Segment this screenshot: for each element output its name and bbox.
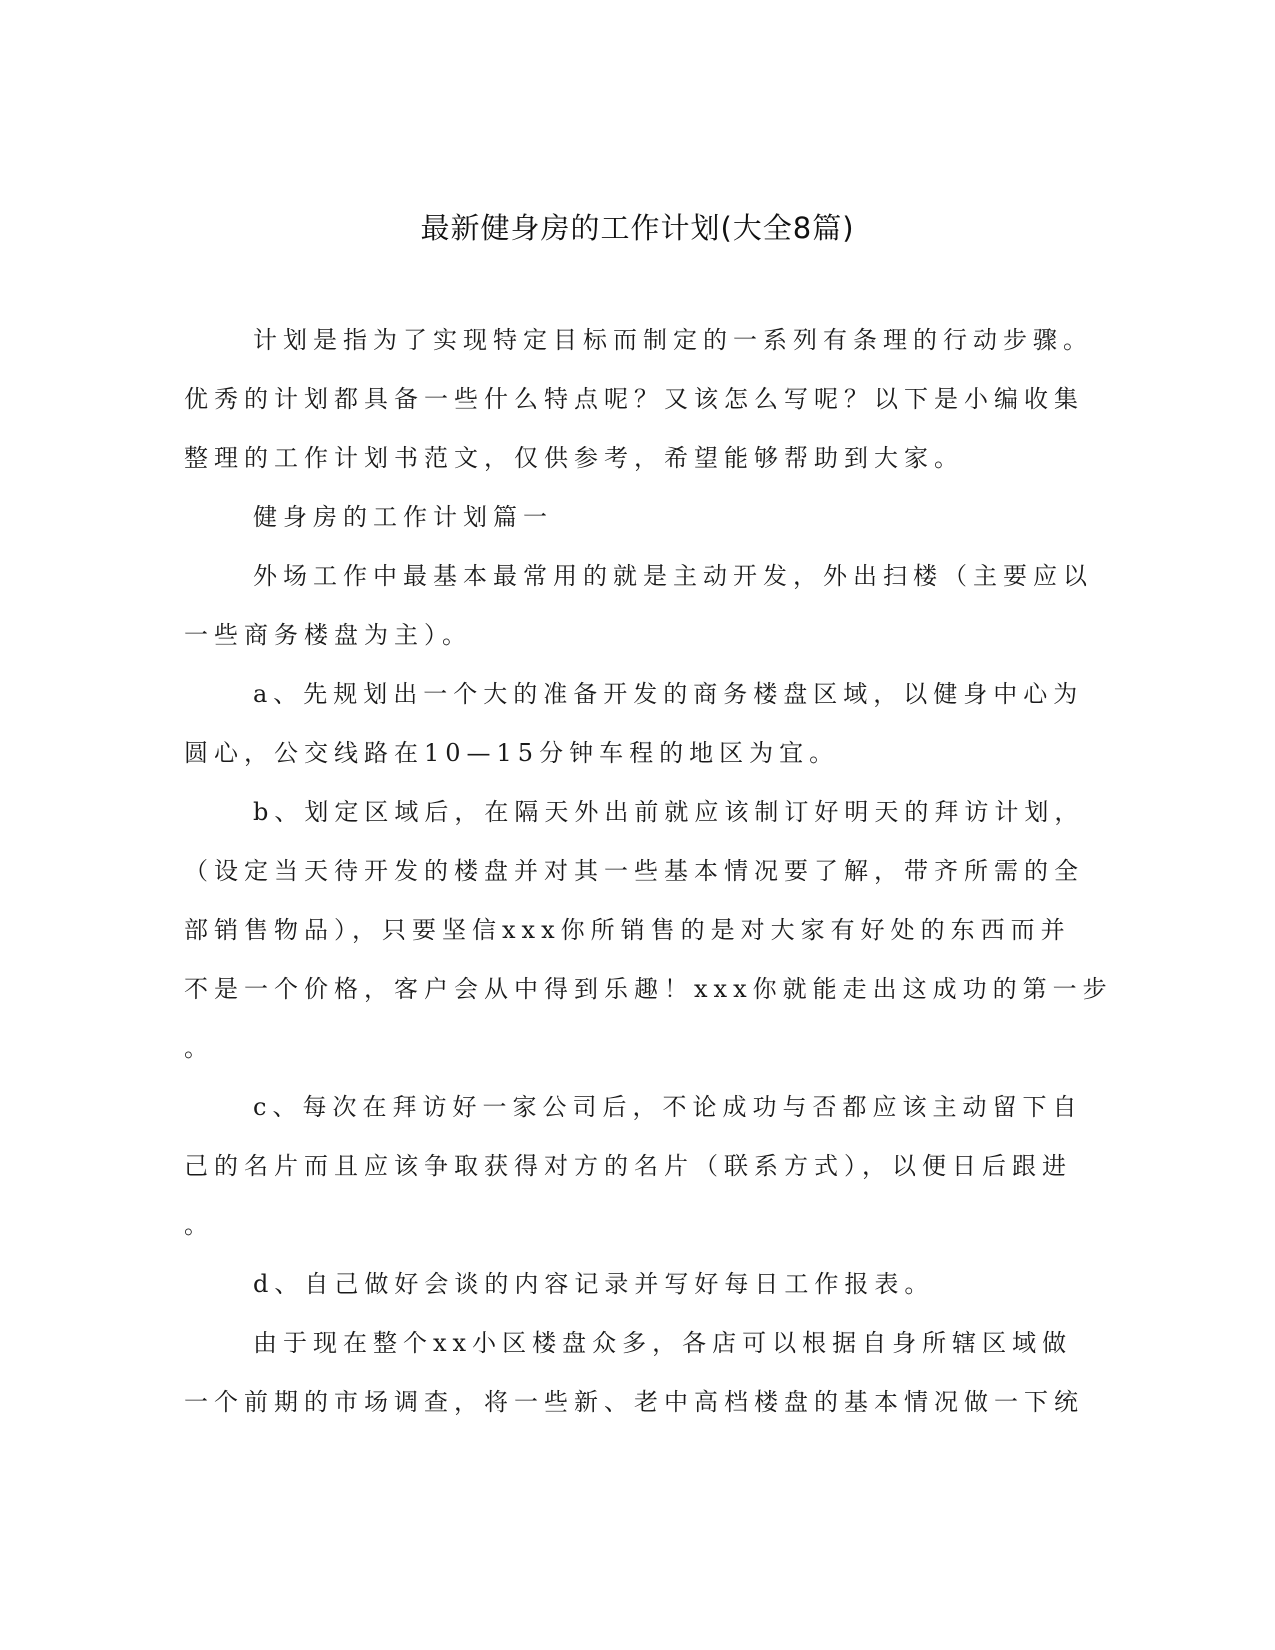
paragraph-line: 整理的工作计划书范文，仅供参考，希望能够帮助到大家。	[184, 444, 964, 472]
list-item-b-line: 部销售物品），只要坚信xxx你所销售的是对大家有好处的东西而并	[184, 916, 1071, 944]
list-item-b-line: b、划定区域后，在隔天外出前就应该制订好明天的拜访计划，	[253, 798, 1085, 826]
paragraph-line: 一个前期的市场调查，将一些新、老中高档楼盘的基本情况做一下统	[184, 1388, 1084, 1416]
section-heading: 健身房的工作计划篇一	[253, 503, 553, 531]
list-item-c-line: 。	[184, 1211, 214, 1239]
list-item-b-line: 。	[184, 1034, 214, 1062]
paragraph-line: 由于现在整个xx小区楼盘众多，各店可以根据自身所辖区域做	[253, 1329, 1073, 1357]
list-item-a-line: 圆心，公交线路在10—15分钟车程的地区为宜。	[184, 739, 840, 767]
paragraph-line: 计划是指为了实现特定目标而制定的一系列有条理的行动步骤。	[253, 326, 1093, 354]
list-item-c-line: 己的名片而且应该争取获得对方的名片（联系方式），以便日后跟进	[184, 1152, 1072, 1180]
list-item-c-line: c、每次在拜访好一家公司后，不论成功与否都应该主动留下自	[253, 1093, 1083, 1121]
list-item-b-line: 不是一个价格，客户会从中得到乐趣！xxx你就能走出这成功的第一步	[184, 975, 1113, 1003]
paragraph-line: 一些商务楼盘为主）。	[184, 621, 472, 649]
paragraph-line: 优秀的计划都具备一些什么特点呢？又该怎么写呢？以下是小编收集	[184, 385, 1084, 413]
list-item-b-line: （设定当天待开发的楼盘并对其一些基本情况要了解，带齐所需的全	[184, 857, 1084, 885]
document-body	[184, 322, 1113, 1443]
list-item-a-line: a、先规划出一个大的准备开发的商务楼盘区域，以健身中心为	[253, 680, 1084, 708]
paragraph-line: 外场工作中最基本最常用的就是主动开发，外出扫楼（主要应以	[253, 562, 1093, 590]
document-title: 最新健身房的工作计划(大全8篇)	[420, 211, 855, 245]
list-item-d-line: d、自己做好会谈的内容记录并写好每日工作报表。	[253, 1270, 935, 1298]
